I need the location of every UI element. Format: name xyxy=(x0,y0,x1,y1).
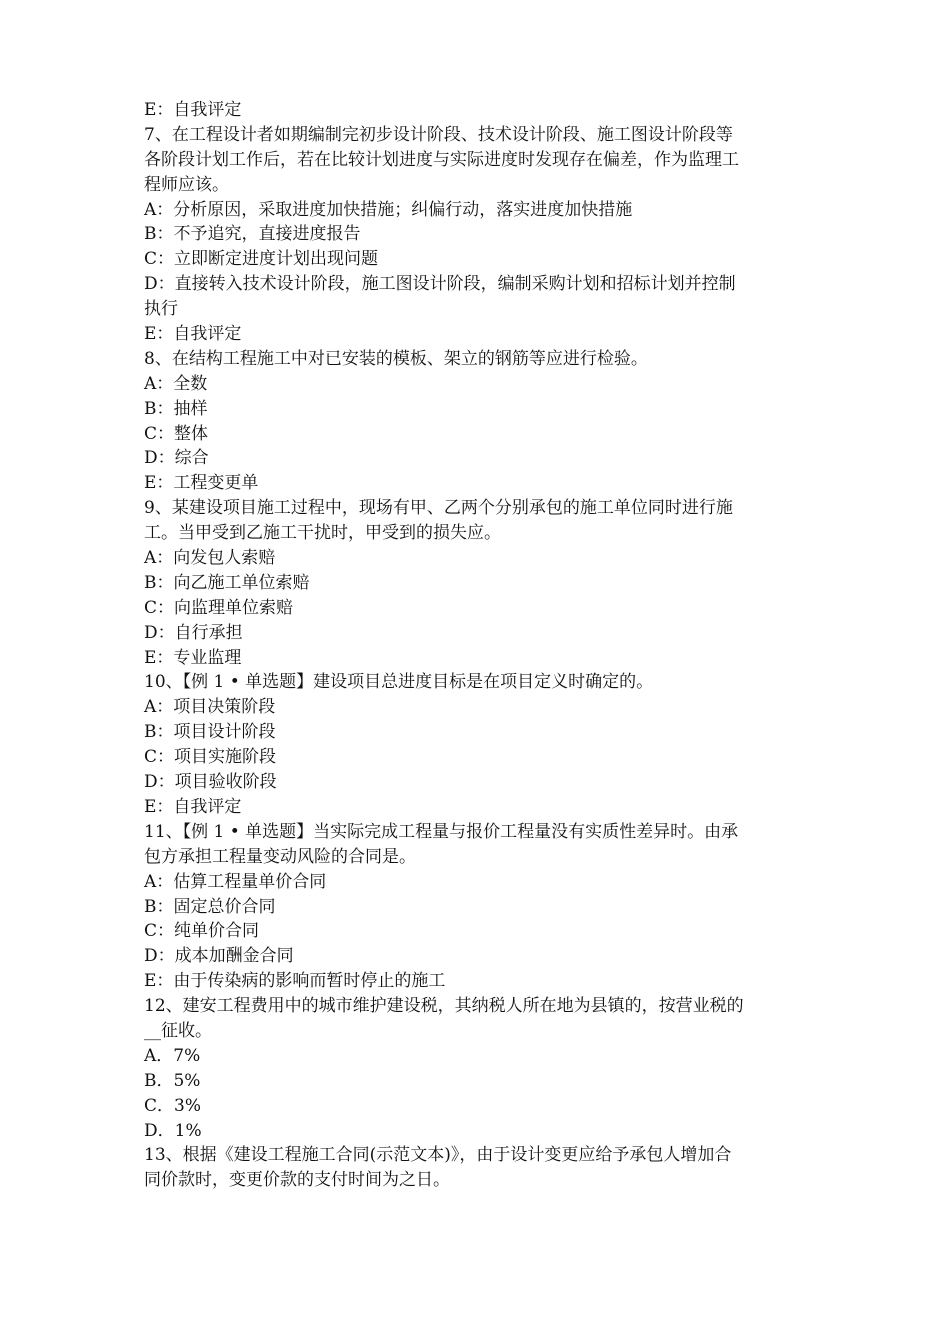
question-13-line: 13、根据《建设工程施工合同(示范文本)》，由于设计变更应给予承包人增加合 xyxy=(144,1145,732,1166)
question-12-line: __征收。 xyxy=(144,1020,212,1041)
option-b: B：项目设计阶段 xyxy=(144,722,276,743)
option-c: C．3% xyxy=(144,1095,201,1116)
option-b: B：抽样 xyxy=(144,398,208,419)
option-b: B．5% xyxy=(144,1070,201,1091)
question-11-line: 包方承担工程量变动风险的合同是。 xyxy=(144,846,416,867)
document-body xyxy=(144,98,812,1193)
option-a: A：分析原因，采取进度加快措施；纠偏行动，落实进度加快措施 xyxy=(144,199,633,220)
option-c: C：向监理单位索赔 xyxy=(144,597,294,618)
question-10-line: 10、【例 1 • 单选题】建设项目总进度目标是在项目定义时确定的。 xyxy=(144,672,654,693)
option-d: D：综合 xyxy=(144,448,209,469)
option-a: A：向发包人索赔 xyxy=(144,548,276,569)
text-line: E：自我评定 xyxy=(144,100,242,120)
option-e: E：专业监理 xyxy=(144,647,242,668)
option-c: C：立即断定进度计划出现问题 xyxy=(144,249,379,270)
option-d: D：成本加酬金合同 xyxy=(144,946,294,967)
option-b: B：不予追究，直接进度报告 xyxy=(144,224,361,245)
option-a: A：项目决策阶段 xyxy=(144,697,276,718)
option-e: E：自我评定 xyxy=(144,796,242,817)
option-c: C：纯单价合同 xyxy=(144,921,260,942)
option-a: A：全数 xyxy=(144,373,208,394)
question-9-line: 9、某建设项目施工过程中，现场有甲、乙两个分别承包的施工单位同时进行施 xyxy=(144,498,733,519)
option-c: C：整体 xyxy=(144,423,209,444)
option-d-continued: 执行 xyxy=(144,299,178,320)
option-d: D：直接转入技术设计阶段，施工图设计阶段，编制采购计划和招标计划并控制 xyxy=(144,274,736,295)
option-e: E：自我评定 xyxy=(144,324,242,345)
question-7-line: 7、在工程设计者如期编制完初步设计阶段、技术设计阶段、施工图设计阶段等 xyxy=(144,124,733,145)
question-11-line: 11、【例 1 • 单选题】当实际完成工程量与报价工程量没有实质性差异时。由承 xyxy=(144,821,739,842)
question-13-line: 同价款时，变更价款的支付时间为之日。 xyxy=(144,1170,450,1191)
option-d: D．1% xyxy=(144,1120,202,1141)
option-a: A．7% xyxy=(144,1045,201,1066)
option-b: B：固定总价合同 xyxy=(144,896,276,917)
option-e: E：由于传染病的影响而暂时停止的施工 xyxy=(144,971,446,992)
option-b: B：向乙施工单位索赔 xyxy=(144,572,310,593)
option-a: A：估算工程量单价合同 xyxy=(144,871,327,892)
option-d: D：自行承担 xyxy=(144,622,243,643)
question-12-line: 12、建安工程费用中的城市维护建设税，其纳税人所在地为县镇的，按营业税的 xyxy=(144,996,744,1017)
question-9-line: 工。当甲受到乙施工干扰时，甲受到的损失应。 xyxy=(144,523,501,544)
question-7-line: 程师应该。 xyxy=(144,174,229,195)
question-7-line: 各阶段计划工作后，若在比较计划进度与实际进度时发现存在偏差，作为监理工 xyxy=(144,149,739,170)
option-e: E：工程变更单 xyxy=(144,473,259,494)
option-d: D：项目验收阶段 xyxy=(144,772,277,793)
question-8-line: 8、在结构工程施工中对已安装的模板、架立的钢筋等应进行检验。 xyxy=(144,348,648,369)
option-c: C：项目实施阶段 xyxy=(144,747,277,768)
